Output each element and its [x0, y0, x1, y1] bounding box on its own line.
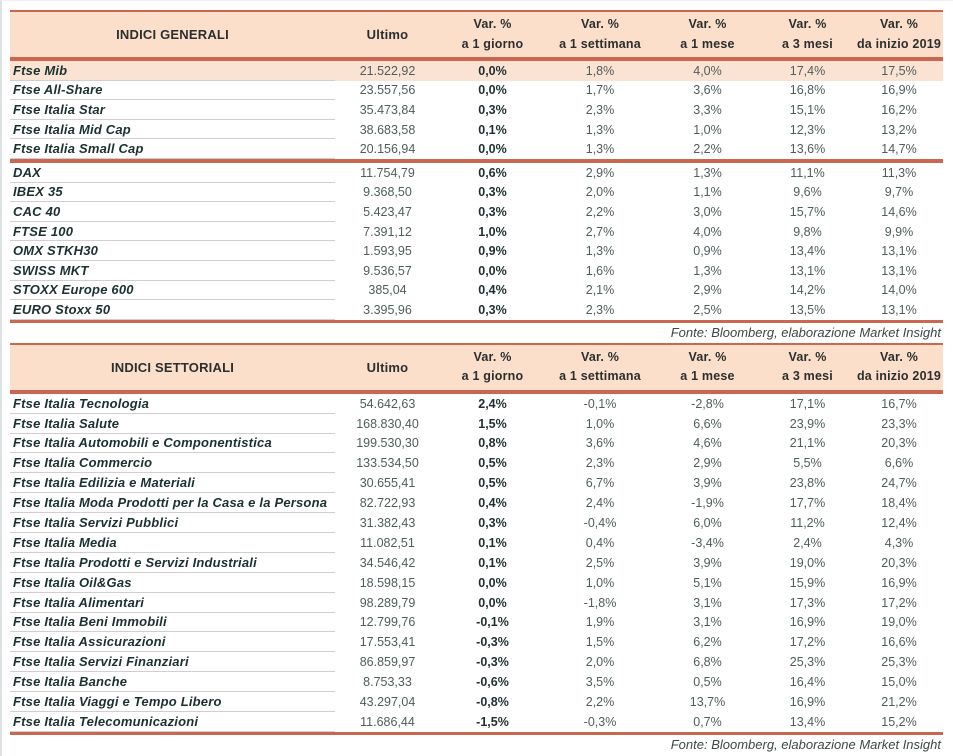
var-percent-value: -1,8% — [583, 595, 617, 610]
index-row — [10, 120, 943, 140]
ultimo-value: 11.754,79 — [360, 165, 415, 180]
var-percent-value: 2,4% — [585, 496, 615, 511]
var-percent-value: 0,3% — [478, 302, 507, 317]
ultimo-value: 17.553,41 — [359, 635, 416, 650]
var-percent-value: 24,7% — [881, 476, 917, 491]
var-percent-value: 23,9% — [789, 416, 826, 431]
index-row — [10, 139, 943, 159]
var-percent-value: -0,6% — [476, 675, 509, 690]
ultimo-value: 21.522,92 — [359, 63, 416, 78]
indici-settoriali-table — [10, 343, 943, 735]
var-header-line2: a 3 mesi — [782, 369, 833, 384]
var-percent-value: 2,7% — [585, 224, 615, 239]
var-percent-value: 1,9% — [585, 615, 615, 630]
index-name: Ftse Italia Telecomunicazioni — [10, 712, 335, 732]
var-percent-value: 2,3% — [585, 302, 615, 317]
var-percent-value: -0,3% — [476, 655, 509, 670]
var-header-line2: a 3 mesi — [782, 36, 833, 51]
column-header-var-3-mesi — [760, 348, 855, 387]
var-percent-value: 1,3% — [585, 122, 615, 137]
var-header-line1: Var. % — [879, 349, 919, 364]
var-percent-value: 21,2% — [881, 695, 917, 710]
index-row — [10, 434, 943, 454]
index-row — [10, 241, 943, 261]
var-percent-value: 3,5% — [585, 675, 615, 690]
var-header-line1: Var. % — [788, 349, 827, 364]
ultimo-value: 31.382,43 — [359, 516, 416, 530]
index-row — [10, 163, 943, 183]
index-row — [10, 202, 943, 222]
var-percent-value: 0,1% — [478, 555, 507, 570]
ultimo-value: 168.830,40 — [356, 416, 419, 431]
index-name: CAC 40 — [10, 202, 335, 222]
column-header-var-inizio-2019 — [855, 348, 943, 387]
var-percent-value: 1,3% — [693, 263, 722, 278]
index-row — [10, 81, 943, 101]
var-percent-value: 2,9% — [693, 283, 722, 298]
var-percent-value: 13,1% — [881, 244, 917, 259]
var-percent-value: 0,9% — [478, 244, 507, 259]
index-name: EURO Stoxx 50 — [10, 300, 335, 320]
var-percent-value: 13,1% — [789, 263, 826, 278]
ultimo-value: 1.593,95 — [363, 244, 412, 259]
var-percent-value: 15,7% — [789, 204, 826, 219]
var-percent-value: 16,9% — [789, 695, 826, 710]
var-percent-value: 2,3% — [585, 456, 615, 471]
ultimo-value: 38.683,58 — [359, 122, 416, 137]
var-percent-value: 4,0% — [693, 224, 722, 239]
var-percent-value: 0,6% — [478, 165, 507, 180]
var-percent-value: 16,9% — [881, 575, 917, 590]
ultimo-value: 43.297,04 — [359, 695, 416, 710]
index-row — [10, 100, 943, 120]
var-percent-value: 0,1% — [478, 122, 507, 137]
var-percent-value: 2,2% — [585, 204, 615, 219]
var-percent-value: 21,1% — [789, 436, 826, 451]
var-percent-value: 0,7% — [693, 714, 722, 729]
var-percent-value: 0,3% — [478, 516, 507, 530]
ultimo-value: 133.534,50 — [356, 456, 419, 471]
table-title-indici-settoriali: INDICI SETTORIALI — [110, 359, 235, 375]
var-header-line1: Var. % — [688, 349, 727, 364]
var-percent-value: 12,3% — [789, 122, 826, 137]
var-percent-value: 6,2% — [693, 635, 722, 650]
var-percent-value: 15,9% — [789, 575, 826, 590]
column-header-var-inizio-2019 — [855, 15, 943, 54]
var-percent-value: 13,5% — [789, 302, 826, 317]
var-header-line2: a 1 giorno — [461, 36, 524, 51]
var-percent-value: 2,5% — [693, 302, 722, 317]
index-row — [10, 632, 943, 652]
var-percent-value: 17,5% — [881, 63, 917, 78]
ultimo-value: 8.753,33 — [363, 675, 412, 690]
index-name: Ftse Italia Commercio — [10, 453, 335, 473]
var-percent-value: 0,8% — [478, 436, 507, 451]
var-percent-value: 0,4% — [478, 283, 507, 298]
ultimo-value: 9.368,50 — [363, 185, 412, 200]
index-name: Ftse Italia Alimentari — [10, 593, 335, 613]
var-percent-value: 1,6% — [585, 263, 615, 278]
ultimo-value: 11.686,44 — [360, 714, 415, 729]
var-percent-value: 0,0% — [478, 142, 507, 157]
ultimo-value: 7.391,12 — [363, 224, 412, 239]
var-percent-value: 9,7% — [884, 185, 914, 200]
var-percent-value: 0,3% — [478, 185, 507, 200]
var-percent-value: 1,8% — [585, 63, 615, 78]
var-percent-value: 0,0% — [478, 575, 507, 590]
var-percent-value: 2,9% — [585, 165, 615, 180]
source-note: Fonte: Bloomberg, elaborazione Market Insight — [670, 324, 941, 340]
var-percent-value: 0,4% — [585, 535, 615, 550]
var-percent-value: 1,3% — [585, 142, 615, 157]
ultimo-value: 35.473,84 — [359, 102, 416, 117]
var-percent-value: 0,4% — [478, 496, 507, 511]
var-percent-value: 1,3% — [693, 165, 722, 180]
international-indices-group — [10, 163, 943, 320]
var-percent-value: 1,7% — [585, 83, 615, 98]
ultimo-value: 12.799,76 — [359, 615, 416, 630]
index-row — [10, 453, 943, 473]
var-percent-value: 16,8% — [789, 83, 826, 98]
var-percent-value: 6,6% — [884, 456, 914, 471]
var-percent-value: 25,3% — [881, 655, 917, 670]
index-row — [10, 394, 943, 414]
var-percent-value: 9,6% — [793, 185, 822, 200]
var-header-line2: a 1 mese — [680, 36, 735, 51]
var-percent-value: 13,7% — [689, 695, 726, 710]
index-name: Ftse Italia Assicurazioni — [10, 632, 335, 652]
var-percent-value: 1,0% — [693, 122, 722, 137]
var-percent-value: 5,5% — [793, 456, 822, 471]
var-percent-value: 2,9% — [693, 456, 722, 471]
index-row — [10, 473, 943, 493]
var-percent-value: 3,6% — [693, 83, 722, 98]
var-header-line1: Var. % — [473, 349, 512, 364]
var-percent-value: 1,5% — [585, 635, 615, 650]
var-percent-value: -0,8% — [476, 695, 509, 710]
index-name: Ftse Italia Servizi Finanziari — [10, 652, 335, 672]
index-name: Ftse Italia Media — [10, 533, 335, 553]
index-row — [10, 613, 943, 633]
var-percent-value: 12,4% — [881, 516, 917, 530]
var-percent-value: 1,0% — [585, 575, 615, 590]
ultimo-value: 23.557,56 — [359, 83, 416, 98]
index-name: Ftse Mib — [10, 61, 335, 81]
index-name: Ftse Italia Banche — [10, 672, 335, 692]
index-row — [10, 61, 943, 81]
var-percent-value: 2,3% — [585, 102, 615, 117]
var-header-line1: Var. % — [688, 17, 727, 32]
var-percent-value: 16,4% — [789, 675, 826, 690]
var-header-line1: Var. % — [879, 17, 919, 32]
var-percent-value: 3,0% — [693, 204, 722, 219]
var-percent-value: 0,0% — [478, 263, 507, 278]
column-header-var-1-settimana — [545, 15, 655, 54]
column-header-var-1-giorno — [440, 15, 545, 54]
ultimo-value: 3.395,96 — [363, 302, 412, 317]
var-header-line1: Var. % — [580, 349, 620, 364]
var-percent-value: 1,5% — [478, 416, 507, 431]
var-percent-value: 17,3% — [789, 595, 826, 610]
var-percent-value: 0,5% — [478, 476, 507, 491]
sector-indices-group — [10, 394, 943, 732]
var-header-line2: a 1 mese — [680, 369, 735, 384]
var-percent-value: 0,5% — [693, 675, 722, 690]
index-name: Ftse Italia Automobili e Componentistica — [10, 434, 335, 454]
column-header-ultimo: Ultimo — [366, 359, 409, 375]
var-percent-value: 3,6% — [585, 436, 615, 451]
index-name: Ftse Italia Tecnologia — [10, 394, 335, 414]
ultimo-value: 9.536,57 — [363, 263, 412, 278]
var-percent-value: 1,3% — [585, 244, 615, 259]
index-name: Ftse Italia Oil&Gas — [10, 573, 335, 593]
var-percent-value: 6,6% — [693, 416, 722, 431]
var-percent-value: 17,7% — [789, 496, 826, 511]
index-row — [10, 692, 943, 712]
index-name: DAX — [10, 163, 335, 183]
var-percent-value: 0,3% — [478, 204, 507, 219]
var-percent-value: 2,1% — [585, 283, 615, 298]
index-row — [10, 300, 943, 320]
var-percent-value: 2,0% — [585, 185, 615, 200]
var-percent-value: 2,4% — [793, 535, 822, 550]
var-percent-value: 5,1% — [693, 575, 722, 590]
var-percent-value: 17,2% — [881, 595, 917, 610]
ultimo-value: 199.530,30 — [356, 436, 419, 451]
var-percent-value: -0,4% — [583, 516, 617, 530]
var-percent-value: 16,7% — [881, 396, 917, 411]
var-percent-value: 20,3% — [881, 555, 917, 570]
var-percent-value: 2,2% — [693, 142, 722, 157]
index-row — [10, 281, 943, 301]
var-header-line1: Var. % — [580, 17, 620, 32]
ultimo-value: 82.722,93 — [359, 496, 416, 511]
var-percent-value: 0,0% — [478, 63, 507, 78]
var-percent-value: 13,4% — [789, 714, 826, 729]
index-name: Ftse Italia Viaggi e Tempo Libero — [10, 692, 335, 712]
column-header-var-1-mese — [655, 15, 760, 54]
index-row — [10, 414, 943, 434]
index-row — [10, 553, 943, 573]
var-header-line2: a 1 giorno — [461, 369, 524, 384]
var-percent-value: 0,1% — [478, 535, 507, 550]
var-percent-value: 9,9% — [884, 224, 914, 239]
index-name: Ftse Italia Star — [10, 100, 335, 120]
var-percent-value: 1,0% — [585, 416, 615, 431]
var-percent-value: 4,0% — [693, 63, 722, 78]
index-name: Ftse Italia Servizi Pubblici — [10, 513, 335, 533]
var-percent-value: 1,0% — [478, 224, 507, 239]
index-row — [10, 593, 943, 613]
var-percent-value: 0,0% — [478, 83, 507, 98]
var-percent-value: 0,3% — [478, 102, 507, 117]
var-percent-value: 0,0% — [478, 595, 507, 610]
var-percent-value: 11,1% — [790, 165, 825, 180]
var-percent-value: 15,1% — [789, 102, 826, 117]
var-percent-value: 16,2% — [881, 102, 917, 117]
index-name: Ftse Italia Small Cap — [10, 139, 335, 159]
var-header-line2: a 1 settimana — [559, 36, 641, 51]
ultimo-value: 385,04 — [368, 283, 407, 298]
var-percent-value: -0,3% — [476, 635, 509, 650]
indici-generali-header-row — [10, 12, 943, 57]
ultimo-value: 18.598,15 — [359, 575, 416, 590]
var-percent-value: 13,6% — [789, 142, 826, 157]
var-percent-value: 9,8% — [793, 224, 822, 239]
index-name: Ftse Italia Mid Cap — [10, 120, 335, 140]
var-percent-value: 15,2% — [881, 714, 917, 729]
var-percent-value: -3,4% — [691, 535, 724, 550]
var-percent-value: 25,3% — [789, 655, 826, 670]
var-percent-value: 13,1% — [881, 263, 917, 278]
var-percent-value: 2,5% — [585, 555, 615, 570]
index-name: OMX STKH30 — [10, 241, 335, 261]
indici-generali-table — [10, 10, 943, 323]
var-percent-value: 16,9% — [789, 615, 826, 630]
indici-settoriali-header-row — [10, 345, 943, 390]
var-percent-value: -0,3% — [583, 714, 617, 729]
var-percent-value: 1,1% — [693, 185, 722, 200]
index-row — [10, 513, 943, 533]
index-row — [10, 493, 943, 513]
var-percent-value: 17,2% — [789, 635, 826, 650]
index-row — [10, 712, 943, 732]
var-percent-value: 2,4% — [478, 396, 507, 411]
index-name: Ftse Italia Salute — [10, 414, 335, 434]
ultimo-value: 20.156,94 — [359, 142, 416, 157]
var-percent-value: 18,4% — [881, 496, 917, 511]
var-percent-value: 3,9% — [693, 555, 722, 570]
index-name: STOXX Europe 600 — [10, 281, 335, 301]
index-name: Ftse Italia Prodotti e Servizi Industriali — [10, 553, 335, 573]
index-row — [10, 652, 943, 672]
index-row — [10, 261, 943, 281]
source-note: Fonte: Bloomberg, elaborazione Market Insight — [670, 736, 941, 752]
ultimo-value: 11.082,51 — [360, 535, 415, 550]
var-percent-value: 13,2% — [881, 122, 917, 137]
index-name: Ftse Italia Edilizia e Materiali — [10, 473, 335, 493]
ultimo-value: 54.642,63 — [359, 396, 416, 411]
var-percent-value: 14,6% — [881, 204, 917, 219]
var-percent-value: 3,3% — [693, 102, 722, 117]
ultimo-value: 98.289,79 — [359, 595, 416, 610]
index-row — [10, 222, 943, 242]
var-percent-value: 3,9% — [693, 476, 722, 491]
column-header-var-1-giorno — [440, 348, 545, 387]
var-percent-value: 19,0% — [789, 555, 826, 570]
var-percent-value: 2,0% — [585, 655, 615, 670]
var-percent-value: 13,1% — [881, 302, 917, 317]
var-percent-value: -1,9% — [691, 496, 724, 511]
var-percent-value: 11,2% — [790, 516, 825, 530]
ultimo-value: 5.423,47 — [363, 204, 412, 219]
var-percent-value: 19,0% — [881, 615, 917, 630]
italian-indices-group — [10, 61, 943, 159]
var-percent-value: 16,6% — [881, 635, 917, 650]
var-percent-value: 3,1% — [693, 615, 722, 630]
var-header-line2: da inizio 2019 — [856, 369, 942, 384]
var-percent-value: 0,5% — [478, 456, 507, 471]
var-percent-value: 16,9% — [881, 83, 917, 98]
var-percent-value: -0,1% — [583, 396, 617, 411]
var-header-line1: Var. % — [788, 17, 827, 32]
var-percent-value: -0,1% — [476, 615, 509, 630]
var-percent-value: 14,2% — [789, 283, 826, 298]
var-header-line1: Var. % — [473, 17, 512, 32]
var-header-line2: a 1 settimana — [559, 369, 641, 384]
column-header-ultimo: Ultimo — [366, 27, 409, 42]
var-percent-value: 6,7% — [585, 476, 615, 491]
report-page — [2, 1, 953, 755]
var-percent-value: 6,0% — [693, 516, 722, 530]
var-percent-value: 2,2% — [585, 695, 615, 710]
table-title-indici-generali: INDICI GENERALI — [116, 27, 229, 42]
var-percent-value: 17,4% — [789, 63, 826, 78]
index-row — [10, 672, 943, 692]
column-header-var-1-settimana — [545, 348, 655, 387]
ultimo-value: 34.546,42 — [359, 555, 416, 570]
var-header-line2: da inizio 2019 — [856, 36, 942, 51]
ultimo-value: 30.655,41 — [359, 476, 416, 491]
var-percent-value: 0,9% — [693, 244, 722, 259]
var-percent-value: 23,3% — [881, 416, 917, 431]
var-percent-value: 20,3% — [881, 436, 917, 451]
index-name: FTSE 100 — [10, 222, 335, 242]
ultimo-value: 86.859,97 — [359, 655, 416, 670]
index-row — [10, 573, 943, 593]
var-percent-value: 15,0% — [881, 675, 917, 690]
index-row — [10, 533, 943, 553]
index-name: Ftse Italia Moda Prodotti per la Casa e la Persona — [10, 493, 335, 513]
var-percent-value: 4,3% — [884, 535, 914, 550]
index-name: SWISS MKT — [10, 261, 335, 281]
var-percent-value: 6,8% — [693, 655, 722, 670]
var-percent-value: 14,0% — [881, 283, 917, 298]
column-header-var-3-mesi — [760, 15, 855, 54]
var-percent-value: 11,3% — [881, 165, 917, 180]
var-percent-value: 14,7% — [881, 142, 917, 157]
var-percent-value: 4,6% — [693, 436, 722, 451]
var-percent-value: 23,8% — [789, 476, 826, 491]
index-row — [10, 183, 943, 203]
var-percent-value: -2,8% — [691, 396, 724, 411]
column-header-var-1-mese — [655, 348, 760, 387]
index-name: Ftse Italia Beni Immobili — [10, 613, 335, 633]
index-name: IBEX 35 — [10, 183, 335, 203]
var-percent-value: 17,1% — [789, 396, 826, 411]
index-name: Ftse All-Share — [10, 81, 335, 101]
var-percent-value: 3,1% — [693, 595, 722, 610]
var-percent-value: 13,4% — [789, 244, 826, 259]
var-percent-value: -1,5% — [476, 714, 509, 729]
